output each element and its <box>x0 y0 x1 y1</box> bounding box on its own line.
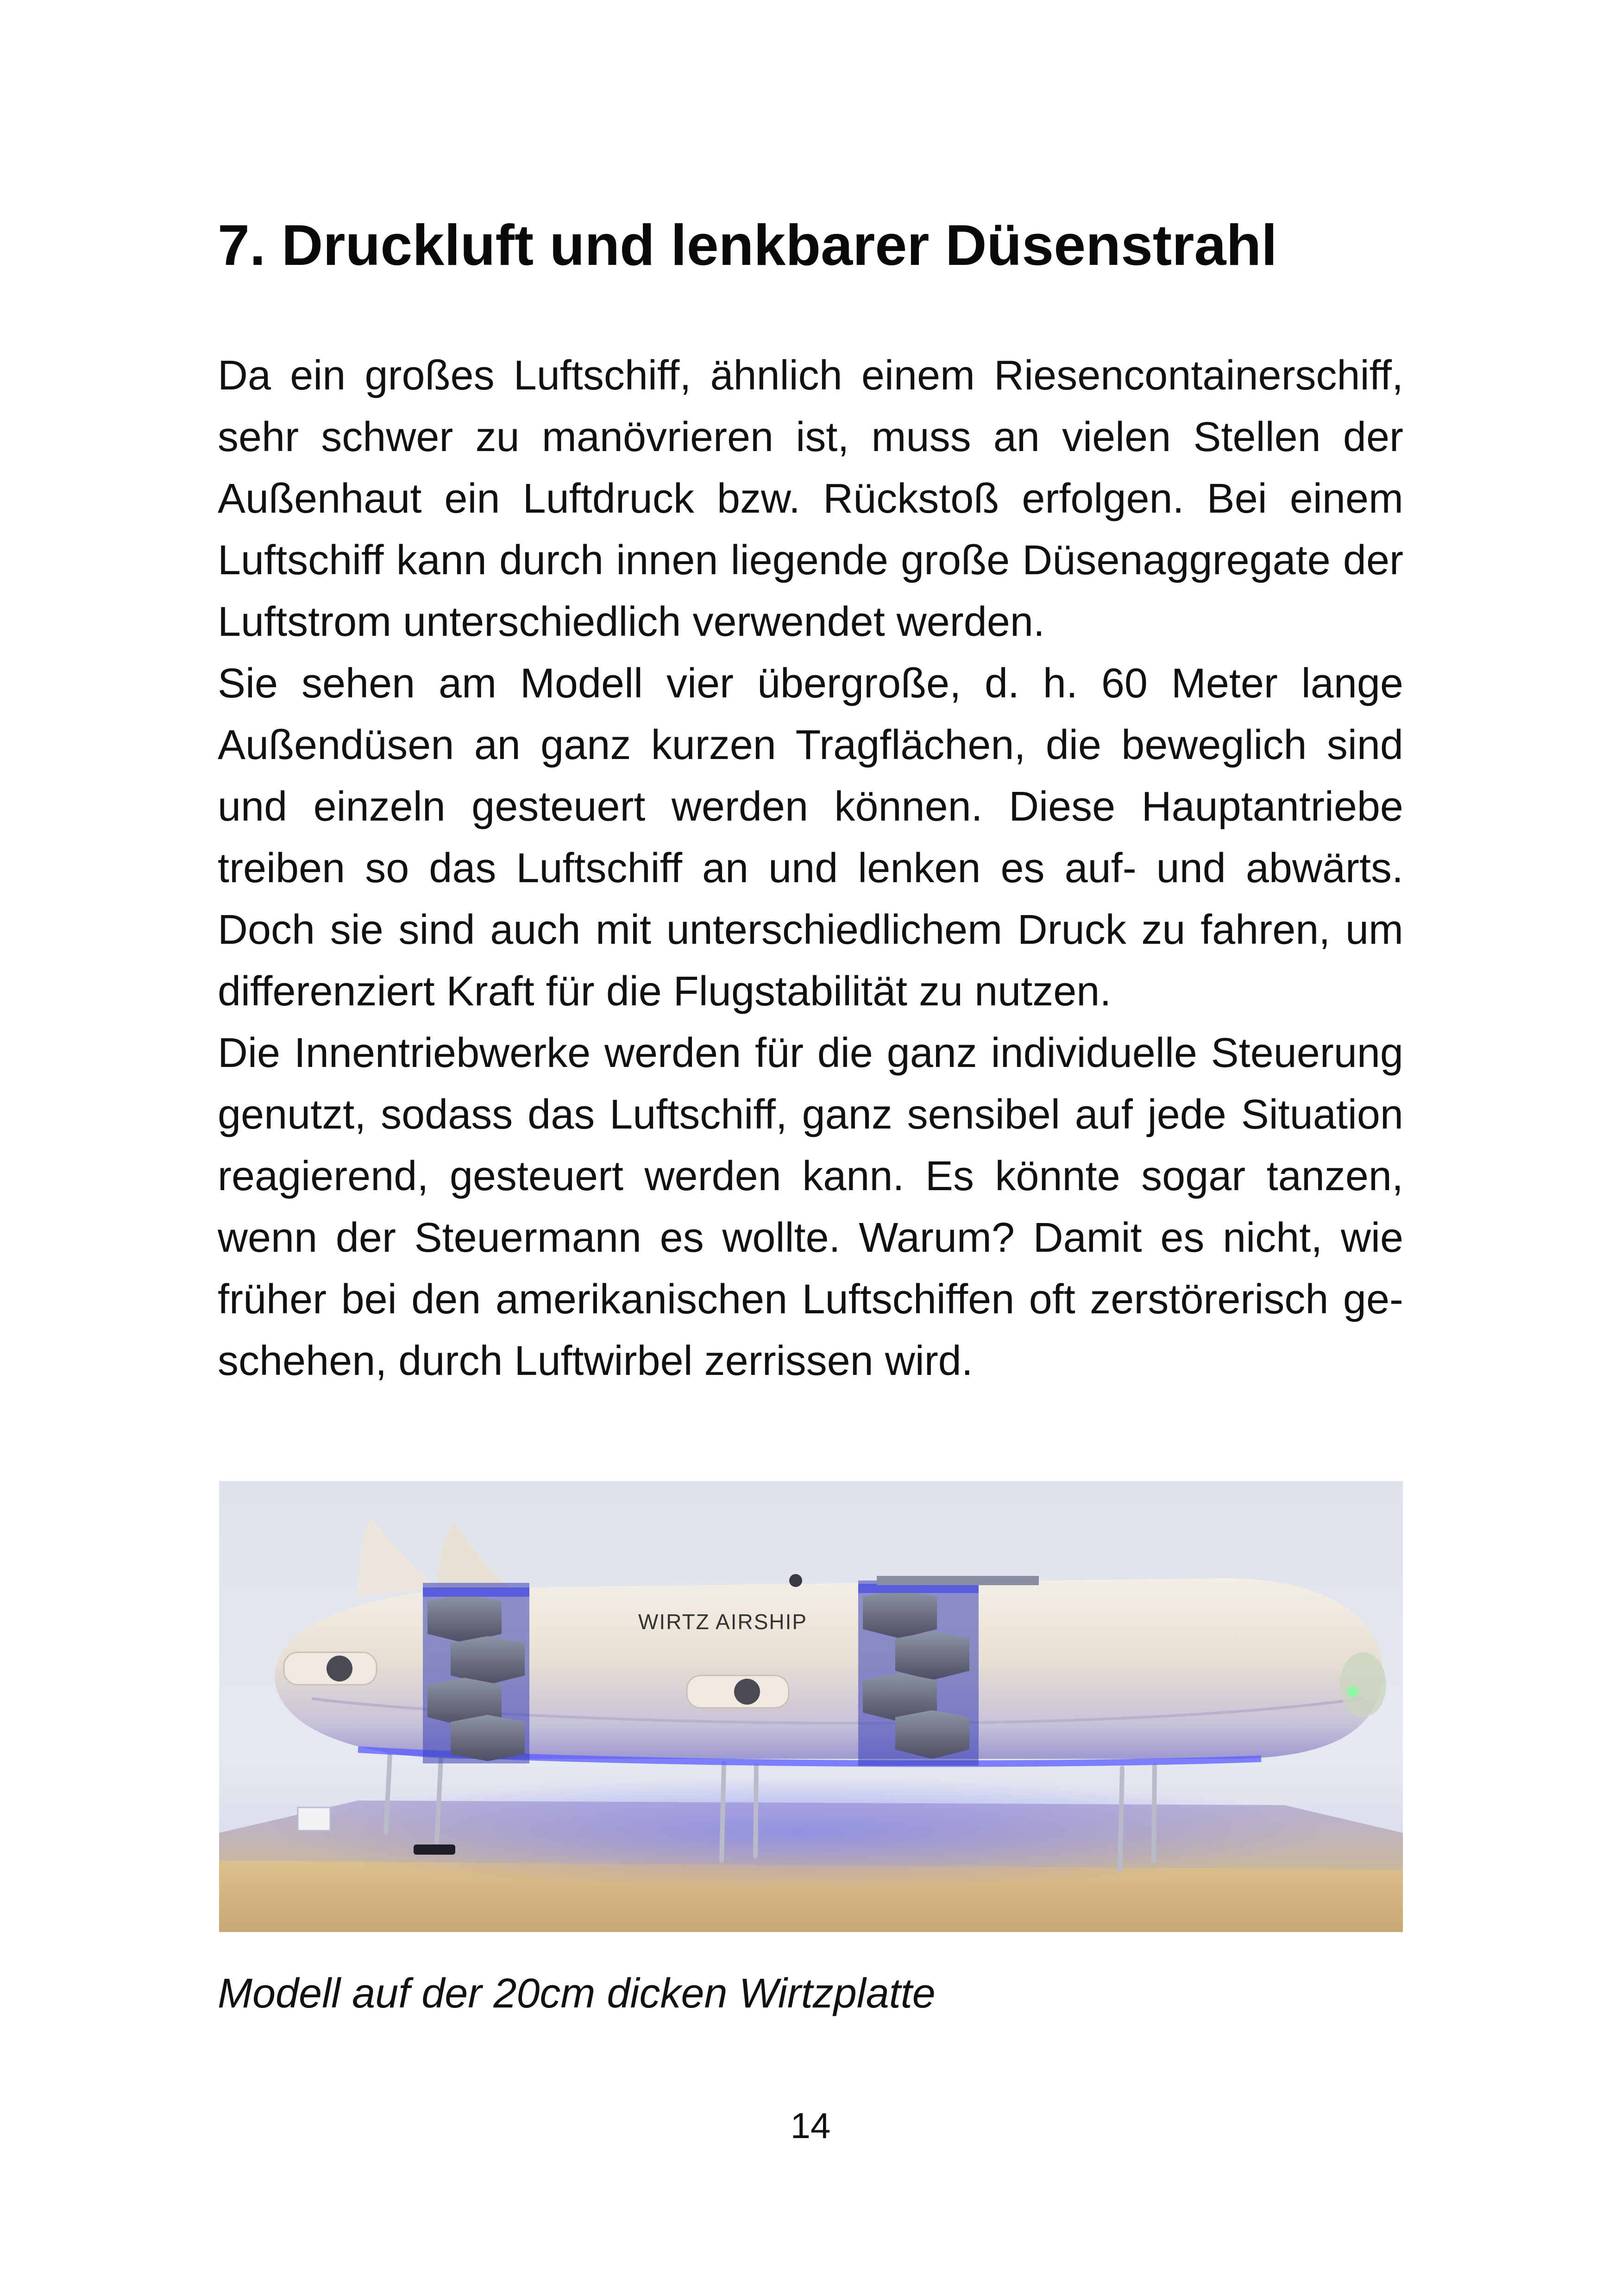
page-number: 14 <box>790 2105 831 2146</box>
paragraph-2: Sie sehen am Modell vier übergroße, d. h. 60 Meter lange Außendüsen an ganz kurzen Tragflächen, die beweglich sind und einzeln gesteuert werden können. Diese Hauptantriebe treiben so das Luftschiff an und lenken es auf- und abwärts. Doch sie sind auch mit unterschiedlichem Druck zu fahren, um differenziert Kraft für die Flugstabilität zu nutzen. <box>218 660 1403 1015</box>
figure-caption: Modell auf der 20cm dicken Wirtzplatte <box>218 1970 936 2017</box>
chapter-heading: 7. Druckluft und lenkbarer Düsenstrahl <box>218 213 1277 277</box>
airship-model-illustration <box>219 1481 1403 1932</box>
paragraph-1: Da ein großes Luftschiff, ähnlich einem Riesencontainerschiff, sehr schwer zu manövrieren ist, muss an vielen Stellen der Außenhaut ein Luftdruck bzw. Rückstoß erfolgen. Bei einem Luftschiff kann durch innen liegende große Düsenaggregate der Luftstrom unterschiedlich verwendet werden. <box>218 352 1403 645</box>
airship-model-photo <box>219 1481 1403 1932</box>
paragraph-3: Die Innentriebwerke werden für die ganz individuelle Steuerung genutzt, sodass das Luftschiff, ganz sensibel auf jede Situation reagierend, gesteuert werden kann. Es könnte sogar tanzen, wenn der Steuermann es wollte. Warum? Damit es nicht, wie früher bei den amerikanischen Luftschiffen oft zerstörerisch geschehen, durch Luftwirbel zerrissen wird. <box>218 1030 1403 1384</box>
hull-label: WIRTZ AIRSHIP <box>638 1610 808 1634</box>
body-text <box>218 345 1403 1392</box>
